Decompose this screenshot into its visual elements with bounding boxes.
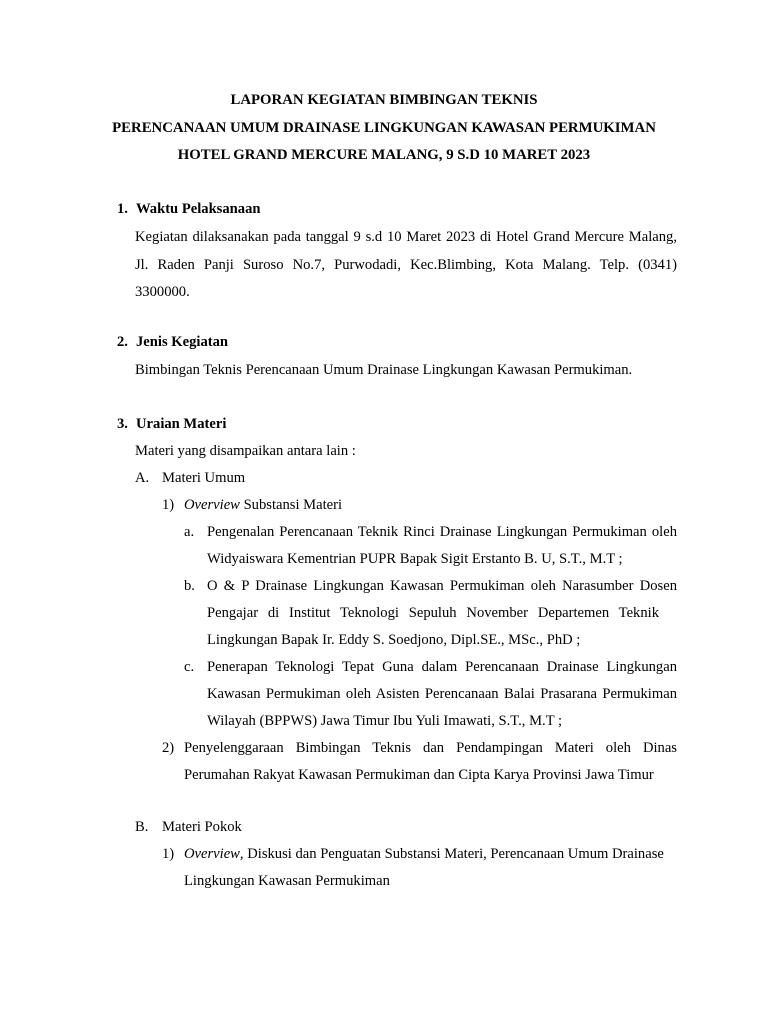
section-1-heading: Waktu Pelaksanaan	[136, 201, 261, 217]
section-3-heading: Uraian Materi	[136, 416, 227, 432]
section-3-number: 3.	[117, 416, 128, 432]
section-1-number: 1.	[117, 201, 128, 217]
part-a-item-2-line: Perumahan Rakyat Kawasan Permukiman dan Cipta Karya Provinsi Jawa Timur	[184, 767, 654, 783]
subitem-b-marker: b.	[184, 578, 195, 594]
part-b-label: Materi Pokok	[162, 819, 242, 835]
part-b-item-1-line: Lingkungan Kawasan Permukiman	[184, 873, 390, 889]
part-a-marker: A.	[135, 470, 150, 486]
part-a-label: Materi Umum	[162, 470, 246, 486]
report-title-line-1: LAPORAN KEGIATAN BIMBINGAN TEKNIS	[230, 92, 538, 108]
subitem-c-line: Wilayah (BPPWS) Jawa Timur Ibu Yuli Imawati, S.T., M.T ;	[207, 713, 563, 729]
section-2-heading: Jenis Kegiatan	[136, 334, 229, 350]
part-a-item-2-marker: 2)	[162, 740, 175, 756]
overview-term: Overview	[184, 846, 240, 862]
subitem-a-line: Widyaiswara Kementrian PUPR Bapak Sigit Erstanto B. U, S.T., M.T ;	[207, 551, 623, 567]
part-a-item-1-title-rest: Substansi Materi	[239, 497, 343, 513]
part-b-item-1-line-rest: , Diskusi dan Penguatan Substansi Materi, Perencanaan Umum Drainase	[239, 846, 664, 862]
subitem-b-line: O & P Drainase Lingkungan Kawasan Permukiman oleh Narasumber Dosen	[207, 578, 677, 594]
part-a-item-1-title	[184, 497, 342, 514]
subitem-a-marker: a.	[184, 524, 195, 540]
part-b-item-1-marker: 1)	[162, 846, 175, 862]
subitem-c-marker: c.	[184, 659, 195, 675]
overview-term: Overview	[184, 497, 240, 513]
section-1-paragraph-line: Jl. Raden Panji Suroso No.7, Purwodadi, Kec.Blimbing, Kota Malang. Telp. (0341)	[135, 257, 677, 273]
report-title-line-3: HOTEL GRAND MERCURE MALANG, 9 S.D 10 MARET 2023	[177, 147, 591, 163]
subitem-c-line: Penerapan Teknologi Tepat Guna dalam Perencanaan Drainase Lingkungan	[207, 659, 677, 675]
subitem-b-line: Pengajar di Institut Teknologi Sepuluh November Departemen Teknik	[207, 605, 659, 621]
subitem-b-line: Lingkungan Bapak Ir. Eddy S. Soedjono, Dipl.SE., MSc., PhD ;	[207, 632, 581, 648]
part-a-item-2-line: Penyelenggaraan Bimbingan Teknis dan Pendampingan Materi oleh Dinas	[184, 740, 677, 756]
part-a-item-1-marker: 1)	[162, 497, 175, 513]
part-b-item-1-line	[184, 846, 664, 863]
report-title-line-2: PERENCANAAN UMUM DRAINASE LINGKUNGAN KAWASAN PERMUKIMAN	[112, 120, 656, 136]
subitem-a-line: Pengenalan Perencanaan Teknik Rinci Drainase Lingkungan Permukiman oleh	[207, 524, 677, 540]
section-2-number: 2.	[117, 334, 128, 350]
section-3-intro: Materi yang disampaikan antara lain :	[135, 443, 356, 459]
subitem-c-line: Kawasan Permukiman oleh Asisten Perencanaan Balai Prasarana Permukiman	[207, 686, 677, 702]
section-1-paragraph-line: Kegiatan dilaksanakan pada tanggal 9 s.d 10 Maret 2023 di Hotel Grand Mercure Malang,	[135, 229, 677, 245]
section-2-paragraph: Bimbingan Teknis Perencanaan Umum Drainase Lingkungan Kawasan Permukiman.	[135, 362, 633, 378]
section-1-paragraph-line: 3300000.	[135, 284, 190, 300]
part-b-marker: B.	[135, 819, 149, 835]
